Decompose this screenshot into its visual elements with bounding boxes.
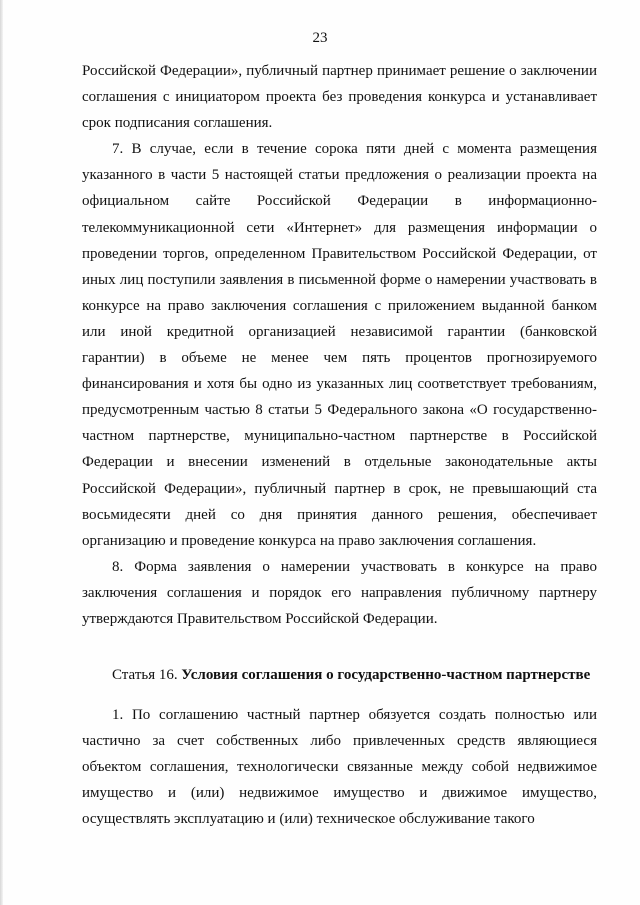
article-label: Статья 16. — [112, 667, 178, 684]
paragraph-7: 7. В случае, если в течение сорока пяти дней с момента размещения указанного в части 5 настоящей статьи предложения о реализации проекта на официальном сайте Российской Федерации в информационно-телекоммуникационной сети «Интернет» для размещения информации о проведении торгов, определенном Правительством Российской Федерации, от иных лиц поступили заявления в письменной форме о намерении участвовать в конкурсе на право заключения соглашения с приложением выданной банком или иной кредитной организацией независимой гарантии (банковской гарантии) в объеме не менее чем пять процентов прогнозируемого финансирования и хотя бы одно из указанных лиц соответствует требованиям, предусмотренным частью 8 статьи 5 Федерального закона «О государственно-частном партнерстве, муниципально-частном партнерстве в Российской Федерации и внесении изменений в отдельные законодательные акты Российской Федерации», публичный партнер в срок, не превышающий ста восьмидесяти дней со дня принятия данного решения, обеспечивает организацию и проведение конкурса на право заключения соглашения. — [82, 141, 597, 549]
article-heading — [82, 662, 597, 688]
paragraph-8: 8. Форма заявления о намерении участвовать в конкурсе на право заключения соглашения и порядок его направления публичному партнеру утверждаются Правительством Российской Федерации. — [82, 558, 597, 627]
paragraph-continuation: Российской Федерации», публичный партнер принимает решение о заключении соглашения с инициатором проекта без проведения конкурса и устанавливает срок подписания соглашения. — [82, 63, 597, 132]
article-title: Условия соглашения о государственно-частном партнерстве — [181, 667, 591, 684]
document-body — [82, 58, 597, 833]
article-paragraph-1: 1. По соглашению частный партнер обязуется создать полностью или частично за счет собственных либо привлеченных средств являющиеся объектом соглашения, технологически связанные между собой недвижимое имущество и (или) недвижимое имущество и движимое имущество, осуществлять эксплуатацию и (или) техническое обслуживание такого — [82, 707, 597, 828]
page-number: 23 — [312, 30, 328, 46]
page-edge — [0, 0, 3, 905]
